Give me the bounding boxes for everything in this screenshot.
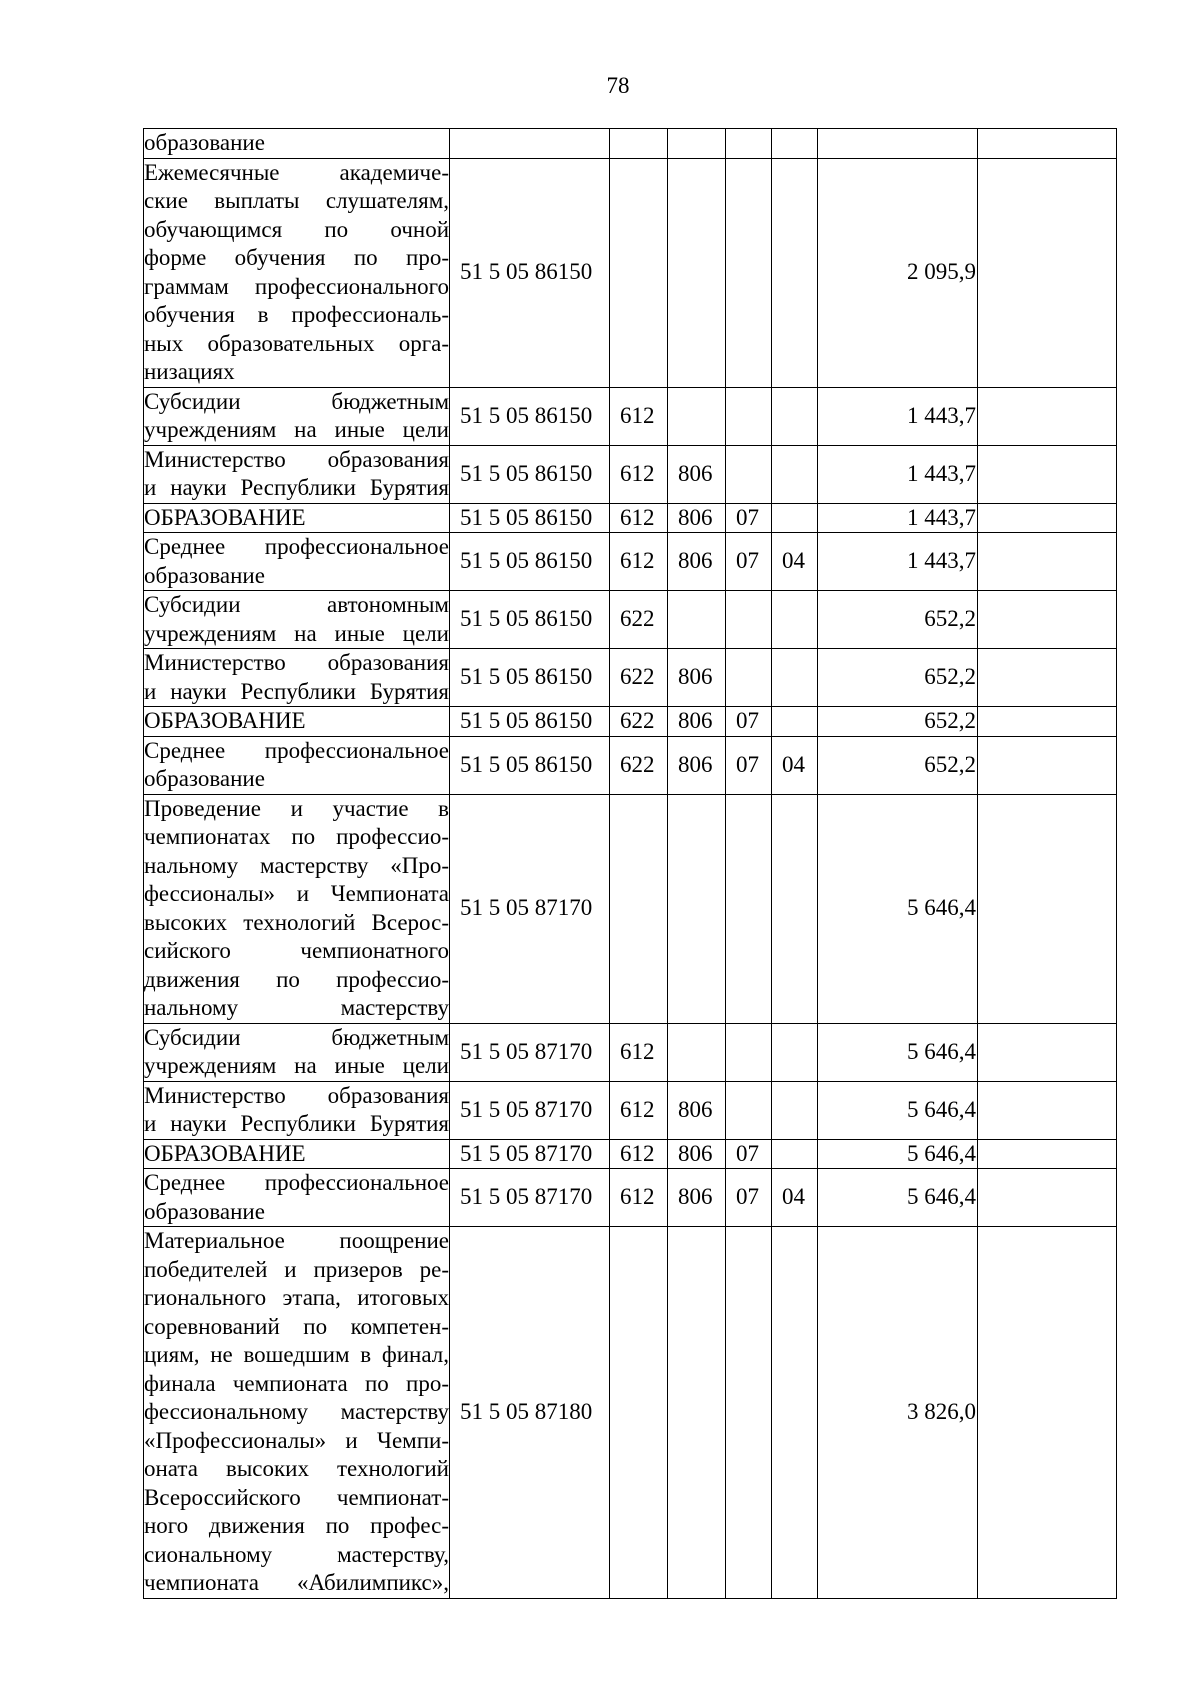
section-cell (726, 445, 772, 503)
section-cell (726, 591, 772, 649)
extra-amount-cell (978, 1169, 1117, 1227)
item-name-line: Среднее профессиональное (144, 737, 449, 763)
amount-cell: 5 646,4 (818, 1169, 978, 1227)
amount-cell: 3 826,0 (818, 1227, 978, 1599)
subsection-cell (772, 1139, 818, 1169)
ministry-code-cell (668, 129, 726, 159)
item-name-cell (144, 1081, 450, 1139)
item-name-line: сиональному мастерству, (144, 1541, 449, 1567)
section-cell: 07 (726, 1169, 772, 1227)
item-name-cell (144, 445, 450, 503)
item-name-line: чемпионата «Абилимпикс», (144, 1570, 449, 1595)
item-name-line: циям, не вошедшим в финал, (144, 1342, 449, 1367)
subsection-cell (772, 503, 818, 533)
item-name-cell (144, 591, 450, 649)
expense-type-cell (610, 794, 668, 1023)
subsection-cell: 04 (772, 1169, 818, 1227)
item-name-cell (144, 707, 450, 737)
item-name-line: Субсидии бюджетным (144, 388, 449, 414)
table-row (144, 387, 1117, 445)
item-name-line: финала чемпионата по про- (144, 1370, 449, 1396)
section-cell: 07 (726, 736, 772, 794)
table-row (144, 707, 1117, 737)
item-name-line: ОБРАЗОВАНИЕ (144, 504, 306, 530)
subsection-cell (772, 1023, 818, 1081)
item-name-line: чемпионатах по профессио- (144, 824, 449, 849)
extra-amount-cell (978, 736, 1117, 794)
item-name-cell (144, 1169, 450, 1227)
amount-cell: 1 443,7 (818, 503, 978, 533)
subsection-cell (772, 129, 818, 159)
section-cell (726, 129, 772, 159)
item-name-line: и науки Республики Бурятия (144, 475, 449, 500)
item-name-line: обучения в профессиональ- (144, 302, 449, 327)
target-code-cell: 51 5 05 86150 (450, 591, 610, 649)
item-name-line: Субсидии автономным (144, 592, 449, 617)
amount-cell: 652,2 (818, 649, 978, 707)
section-cell: 07 (726, 707, 772, 737)
subsection-cell (772, 1227, 818, 1599)
item-name-line: обучающимся по очной (144, 216, 449, 242)
item-name-line: низациях (144, 359, 235, 384)
item-name-line: Среднее профессиональное (144, 1170, 449, 1195)
expense-type-cell: 622 (610, 591, 668, 649)
table-row (144, 129, 1117, 159)
extra-amount-cell (978, 591, 1117, 649)
table-row (144, 794, 1117, 1023)
expense-type-cell (610, 129, 668, 159)
expense-type-cell: 622 (610, 707, 668, 737)
item-name-line: образование (144, 1198, 265, 1224)
item-name-line: нальному мастерству «Про- (144, 852, 449, 878)
ministry-code-cell (668, 158, 726, 387)
item-name-line: оната высоких технологий (144, 1456, 449, 1481)
section-cell (726, 794, 772, 1023)
table-row (144, 1081, 1117, 1139)
item-name-line: Ежемесячные академиче- (144, 159, 449, 185)
table-row (144, 736, 1117, 794)
amount-cell: 5 646,4 (818, 1081, 978, 1139)
target-code-cell: 51 5 05 87170 (450, 1139, 610, 1169)
ministry-code-cell: 806 (668, 1169, 726, 1227)
item-name-cell (144, 1227, 450, 1599)
ministry-code-cell (668, 591, 726, 649)
expense-type-cell: 612 (610, 445, 668, 503)
target-code-cell: 51 5 05 87170 (450, 1023, 610, 1081)
amount-cell: 1 443,7 (818, 387, 978, 445)
target-code-cell: 51 5 05 86150 (450, 387, 610, 445)
ministry-code-cell: 806 (668, 445, 726, 503)
expense-type-cell (610, 158, 668, 387)
item-name-line: Проведение и участие в (144, 795, 449, 821)
item-name-line: победителей и призеров ре- (144, 1256, 449, 1282)
target-code-cell: 51 5 05 86150 (450, 445, 610, 503)
subsection-cell (772, 1081, 818, 1139)
item-name-line: образование (144, 130, 265, 155)
extra-amount-cell (978, 707, 1117, 737)
amount-cell (818, 129, 978, 159)
target-code-cell: 51 5 05 87170 (450, 1169, 610, 1227)
expense-type-cell: 612 (610, 387, 668, 445)
amount-cell: 1 443,7 (818, 533, 978, 591)
extra-amount-cell (978, 158, 1117, 387)
item-name-line: фессионалы» и Чемпионата (144, 881, 449, 906)
subsection-cell (772, 158, 818, 387)
item-name-cell (144, 1023, 450, 1081)
item-name-line: Материальное поощрение (144, 1228, 449, 1253)
item-name-line: Субсидии бюджетным (144, 1024, 449, 1050)
target-code-cell: 51 5 05 87170 (450, 1081, 610, 1139)
item-name-line: ных образовательных орга- (144, 330, 449, 356)
item-name-line: ного движения по профес- (144, 1513, 449, 1538)
section-cell (726, 387, 772, 445)
table-row (144, 1169, 1117, 1227)
item-name-line: Министерство образования (144, 446, 449, 472)
extra-amount-cell (978, 129, 1117, 159)
item-name-line: высоких технологий Всерос- (144, 909, 449, 935)
extra-amount-cell (978, 1023, 1117, 1081)
item-name-line: учреждениям на иные цели (144, 417, 449, 442)
extra-amount-cell (978, 387, 1117, 445)
item-name-cell (144, 129, 450, 159)
amount-cell: 2 095,9 (818, 158, 978, 387)
expense-type-cell: 612 (610, 1169, 668, 1227)
target-code-cell: 51 5 05 86150 (450, 503, 610, 533)
item-name-line: соревнований по компетен- (144, 1313, 449, 1339)
extra-amount-cell (978, 649, 1117, 707)
subsection-cell (772, 445, 818, 503)
subsection-cell (772, 794, 818, 1023)
amount-cell: 652,2 (818, 707, 978, 737)
amount-cell: 5 646,4 (818, 1139, 978, 1169)
item-name-cell (144, 158, 450, 387)
item-name-line: Министерство образования (144, 1082, 449, 1108)
subsection-cell: 04 (772, 736, 818, 794)
item-name-line: гионального этапа, итоговых (144, 1285, 449, 1310)
item-name-line: учреждениям на иные цели (144, 620, 449, 646)
ministry-code-cell: 806 (668, 649, 726, 707)
item-name-line: учреждениям на иные цели (144, 1053, 449, 1078)
subsection-cell: 04 (772, 533, 818, 591)
section-cell: 07 (726, 1139, 772, 1169)
target-code-cell: 51 5 05 86150 (450, 649, 610, 707)
table-row (144, 591, 1117, 649)
ministry-code-cell: 806 (668, 1139, 726, 1169)
item-name-cell (144, 503, 450, 533)
section-cell (726, 1227, 772, 1599)
item-name-line: «Профессионалы» и Чемпи- (144, 1427, 449, 1453)
ministry-code-cell (668, 794, 726, 1023)
budget-table (143, 128, 1117, 1599)
item-name-line: ские выплаты слушателям, (144, 188, 449, 213)
target-code-cell: 51 5 05 86150 (450, 158, 610, 387)
item-name-line: ОБРАЗОВАНИЕ (144, 1140, 306, 1166)
table-row (144, 649, 1117, 707)
expense-type-cell: 612 (610, 1139, 668, 1169)
section-cell (726, 1081, 772, 1139)
item-name-line: форме обучения по про- (144, 245, 449, 270)
item-name-cell (144, 649, 450, 707)
expense-type-cell: 612 (610, 503, 668, 533)
item-name-line: и науки Республики Бурятия (144, 678, 449, 704)
item-name-cell (144, 533, 450, 591)
item-name-cell (144, 387, 450, 445)
section-cell (726, 649, 772, 707)
target-code-cell: 51 5 05 87180 (450, 1227, 610, 1599)
item-name-cell (144, 736, 450, 794)
expense-type-cell (610, 1227, 668, 1599)
item-name-line: Среднее профессиональное (144, 534, 449, 559)
item-name-line: образование (144, 766, 265, 791)
item-name-line: Министерство образования (144, 650, 449, 675)
section-cell: 07 (726, 533, 772, 591)
amount-cell: 5 646,4 (818, 794, 978, 1023)
expense-type-cell: 612 (610, 1023, 668, 1081)
ministry-code-cell: 806 (668, 1081, 726, 1139)
table-row (144, 1023, 1117, 1081)
target-code-cell: 51 5 05 86150 (450, 736, 610, 794)
ministry-code-cell: 806 (668, 707, 726, 737)
extra-amount-cell (978, 1081, 1117, 1139)
page-number: 78 (606, 73, 630, 98)
extra-amount-cell (978, 445, 1117, 503)
table-row (144, 1227, 1117, 1599)
ministry-code-cell: 806 (668, 503, 726, 533)
extra-amount-cell (978, 794, 1117, 1023)
item-name-line: нальному мастерству (144, 995, 449, 1020)
section-cell (726, 158, 772, 387)
subsection-cell (772, 387, 818, 445)
ministry-code-cell (668, 387, 726, 445)
item-name-line: граммам профессионального (144, 273, 449, 299)
ministry-code-cell (668, 1023, 726, 1081)
table-row (144, 533, 1117, 591)
table-row (144, 158, 1117, 387)
extra-amount-cell (978, 533, 1117, 591)
item-name-line: и науки Республики Бурятия (144, 1111, 449, 1136)
amount-cell: 652,2 (818, 591, 978, 649)
target-code-cell: 51 5 05 86150 (450, 533, 610, 591)
item-name-cell (144, 1139, 450, 1169)
item-name-cell (144, 794, 450, 1023)
expense-type-cell: 612 (610, 533, 668, 591)
item-name-line: сийского чемпионатного (144, 938, 449, 963)
expense-type-cell: 612 (610, 1081, 668, 1139)
ministry-code-cell: 806 (668, 736, 726, 794)
expense-type-cell: 622 (610, 736, 668, 794)
amount-cell: 5 646,4 (818, 1023, 978, 1081)
target-code-cell: 51 5 05 86150 (450, 707, 610, 737)
ministry-code-cell (668, 1227, 726, 1599)
item-name-line: фессиональному мастерству (144, 1399, 449, 1424)
target-code-cell (450, 129, 610, 159)
item-name-line: движения по профессио- (144, 966, 449, 992)
ministry-code-cell: 806 (668, 533, 726, 591)
subsection-cell (772, 707, 818, 737)
amount-cell: 1 443,7 (818, 445, 978, 503)
extra-amount-cell (978, 1139, 1117, 1169)
table-row (144, 503, 1117, 533)
table-row (144, 445, 1117, 503)
item-name-line: ОБРАЗОВАНИЕ (144, 708, 306, 733)
section-cell: 07 (726, 503, 772, 533)
extra-amount-cell (978, 1227, 1117, 1599)
table-row (144, 1139, 1117, 1169)
extra-amount-cell (978, 503, 1117, 533)
subsection-cell (772, 649, 818, 707)
target-code-cell: 51 5 05 87170 (450, 794, 610, 1023)
expense-type-cell: 622 (610, 649, 668, 707)
amount-cell: 652,2 (818, 736, 978, 794)
section-cell (726, 1023, 772, 1081)
subsection-cell (772, 591, 818, 649)
item-name-line: образование (144, 562, 265, 588)
item-name-line: Всероссийского чемпионат- (144, 1484, 449, 1510)
